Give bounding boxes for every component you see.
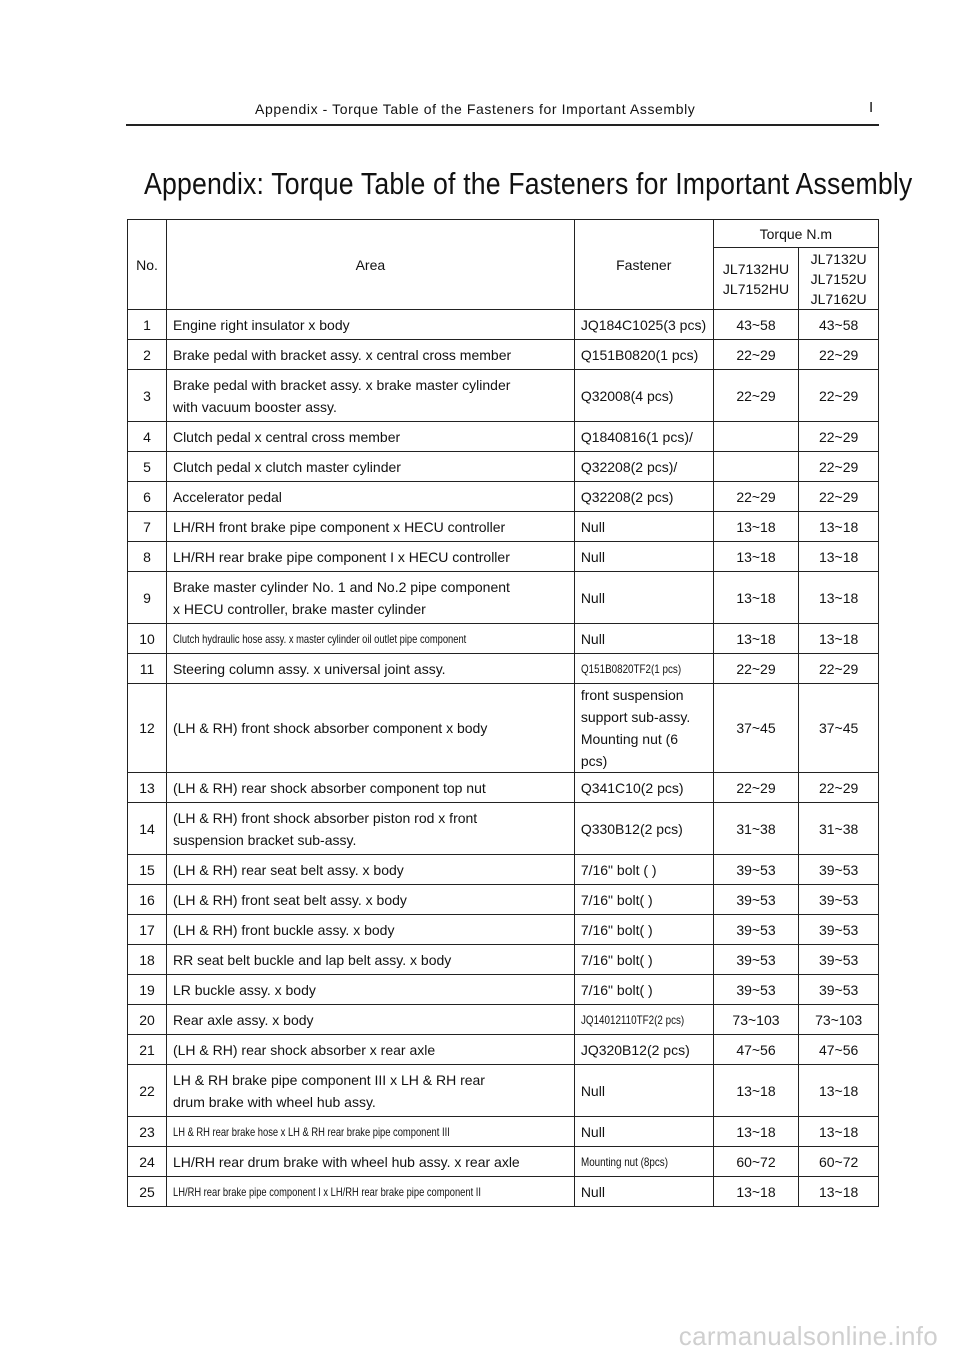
page-number: I	[869, 99, 874, 116]
cell-torque-model-a: 13~18	[713, 1117, 799, 1147]
cell-torque-model-a: 39~53	[713, 885, 799, 915]
cell-no: 4	[128, 422, 167, 452]
cell-torque-model-a: 22~29	[713, 654, 799, 684]
cell-no: 2	[128, 340, 167, 370]
cell-torque-model-b: 22~29	[799, 452, 879, 482]
header-rule	[126, 124, 879, 126]
table-row	[128, 855, 879, 885]
cell-torque-model-a: 37~45	[713, 684, 799, 773]
cell-torque-model-a: 31~38	[713, 803, 799, 855]
table-row	[128, 422, 879, 452]
cell-torque-model-b: 22~29	[799, 654, 879, 684]
cell-fastener	[574, 684, 713, 773]
cell-no: 8	[128, 542, 167, 572]
cell-fastener-line: JQ184C1025(3 pcs)	[580, 316, 707, 333]
cell-area-line: Engine right insulator x body	[172, 316, 350, 333]
cell-area-line: LH/RH front brake pipe component x HECU controller	[172, 518, 506, 535]
cell-fastener	[574, 512, 713, 542]
cell-area-line: LH/RH rear brake pipe component I x LH/RH rear brake pipe component II	[172, 1185, 481, 1199]
table-row	[128, 1035, 879, 1065]
cell-torque-model-b: 39~53	[799, 945, 879, 975]
cell-area-line: LR buckle assy. x body	[172, 981, 316, 998]
cell-area	[166, 885, 574, 915]
cell-torque-model-a	[713, 422, 799, 452]
table-row	[128, 370, 879, 422]
cell-fastener	[574, 572, 713, 624]
cell-torque-model-a: 60~72	[713, 1147, 799, 1177]
header-no: No.	[128, 220, 167, 310]
cell-no: 11	[128, 654, 167, 684]
table-row	[128, 915, 879, 945]
cell-fastener	[574, 340, 713, 370]
cell-area	[166, 310, 574, 340]
table-row	[128, 773, 879, 803]
table-row	[128, 310, 879, 340]
cell-fastener-line: Q341C10(2 pcs)	[580, 779, 684, 796]
cell-torque-model-a: 13~18	[713, 624, 799, 654]
cell-area-line: RR seat belt buckle and lap belt assy. x body	[172, 951, 452, 968]
cell-fastener-line: Null	[580, 1183, 605, 1200]
cell-fastener	[574, 945, 713, 975]
cell-torque-model-b: 39~53	[799, 855, 879, 885]
cell-fastener-line: Null	[580, 589, 605, 606]
cell-no: 10	[128, 624, 167, 654]
cell-fastener	[574, 310, 713, 340]
cell-area	[166, 512, 574, 542]
cell-fastener-line: JQ14012110TF2(2 pcs)	[580, 1013, 685, 1027]
table-row	[128, 975, 879, 1005]
table-row	[128, 542, 879, 572]
cell-fastener-line: Mounting nut (6 pcs)	[580, 731, 679, 769]
header-model-b-line: JL7162U	[810, 290, 867, 307]
cell-fastener-line: JQ320B12(2 pcs)	[580, 1041, 690, 1058]
cell-no: 7	[128, 512, 167, 542]
cell-area-line: Steering column assy. x universal joint assy.	[172, 660, 446, 677]
table-body	[128, 310, 879, 1207]
cell-torque-model-a: 39~53	[713, 915, 799, 945]
cell-torque-model-b: 73~103	[799, 1005, 879, 1035]
table-row	[128, 684, 879, 773]
table-row	[128, 803, 879, 855]
document-title: Appendix: Torque Table of the Fasteners for Important Assembly	[144, 166, 913, 201]
cell-area	[166, 855, 574, 885]
cell-area	[166, 1117, 574, 1147]
cell-area-line: (LH & RH) front buckle assy. x body	[172, 921, 395, 938]
table-row	[128, 1117, 879, 1147]
cell-torque-model-a: 39~53	[713, 975, 799, 1005]
cell-torque-model-a: 43~58	[713, 310, 799, 340]
table-row	[128, 654, 879, 684]
cell-no: 1	[128, 310, 167, 340]
running-header: Appendix - Torque Table of the Fasteners for Important Assembly	[255, 101, 696, 117]
cell-area-line: Accelerator pedal	[172, 488, 282, 505]
cell-fastener	[574, 803, 713, 855]
table-row	[128, 1147, 879, 1177]
table-row	[128, 482, 879, 512]
table-row	[128, 452, 879, 482]
cell-torque-model-a: 22~29	[713, 370, 799, 422]
cell-area	[166, 422, 574, 452]
cell-no: 14	[128, 803, 167, 855]
cell-area	[166, 1005, 574, 1035]
cell-no: 22	[128, 1065, 167, 1117]
cell-no: 24	[128, 1147, 167, 1177]
cell-torque-model-a: 13~18	[713, 512, 799, 542]
cell-area-line: Clutch pedal x clutch master cylinder	[172, 458, 401, 475]
table-row	[128, 1005, 879, 1035]
cell-area	[166, 340, 574, 370]
cell-area-line: Brake pedal with bracket assy. x central cross member	[172, 346, 512, 363]
cell-torque-model-b: 13~18	[799, 1065, 879, 1117]
cell-area-line: x HECU controller, brake master cylinder	[172, 600, 426, 617]
cell-torque-model-b: 43~58	[799, 310, 879, 340]
cell-fastener	[574, 624, 713, 654]
cell-fastener-line: Q32008(4 pcs)	[580, 387, 674, 404]
cell-area	[166, 1035, 574, 1065]
cell-torque-model-b: 60~72	[799, 1147, 879, 1177]
cell-area-line: (LH & RH) rear shock absorber x rear axle	[172, 1041, 436, 1058]
cell-fastener-line: front suspension	[580, 687, 684, 703]
cell-torque-model-b: 22~29	[799, 773, 879, 803]
cell-no: 15	[128, 855, 167, 885]
cell-no: 16	[128, 885, 167, 915]
cell-area	[166, 1147, 574, 1177]
cell-area	[166, 803, 574, 855]
cell-area	[166, 684, 574, 773]
cell-area	[166, 773, 574, 803]
table-row	[128, 624, 879, 654]
cell-fastener	[574, 975, 713, 1005]
cell-fastener-line: Null	[580, 1123, 605, 1140]
cell-fastener-line: Null	[580, 630, 605, 647]
cell-area-line: Brake master cylinder No. 1 and No.2 pipe component	[172, 578, 510, 595]
header-model-a-line: JL7152HU	[722, 280, 790, 297]
cell-no: 23	[128, 1117, 167, 1147]
cell-area-line: (LH & RH) front shock absorber piston rod x front	[172, 809, 478, 826]
cell-torque-model-b: 31~38	[799, 803, 879, 855]
cell-fastener-line: 7/16" bolt( )	[580, 891, 653, 908]
cell-torque-model-b: 39~53	[799, 975, 879, 1005]
cell-no: 9	[128, 572, 167, 624]
cell-fastener-line: Null	[580, 1082, 605, 1099]
cell-torque-model-b: 13~18	[799, 1177, 879, 1207]
cell-no: 12	[128, 684, 167, 773]
cell-fastener	[574, 422, 713, 452]
cell-area	[166, 482, 574, 512]
torque-table	[127, 219, 879, 1207]
cell-no: 20	[128, 1005, 167, 1035]
table-row	[128, 1065, 879, 1117]
cell-fastener	[574, 1035, 713, 1065]
table-row	[128, 572, 879, 624]
cell-area-line: LH/RH rear drum brake with wheel hub assy. x rear axle	[172, 1153, 520, 1170]
cell-area-line: LH & RH rear brake hose x LH & RH rear brake pipe component III	[172, 1125, 450, 1139]
cell-area-line: suspension bracket sub-assy.	[172, 831, 357, 848]
cell-area	[166, 975, 574, 1005]
cell-fastener	[574, 370, 713, 422]
cell-torque-model-a: 13~18	[713, 1177, 799, 1207]
cell-fastener-line: Q32208(2 pcs)/	[580, 458, 678, 475]
cell-torque-model-a	[713, 452, 799, 482]
cell-torque-model-b: 22~29	[799, 482, 879, 512]
cell-area	[166, 624, 574, 654]
cell-torque-model-b: 13~18	[799, 572, 879, 624]
watermark: carmanualsonline.info	[678, 1321, 938, 1351]
table-row	[128, 340, 879, 370]
cell-area	[166, 654, 574, 684]
header-fastener: Fastener	[574, 220, 713, 310]
cell-area	[166, 572, 574, 624]
cell-area	[166, 945, 574, 975]
cell-fastener	[574, 1065, 713, 1117]
cell-fastener	[574, 773, 713, 803]
cell-torque-model-b: 13~18	[799, 1117, 879, 1147]
cell-fastener-line: Mounting nut (8pcs)	[580, 1155, 668, 1169]
cell-torque-model-b: 13~18	[799, 542, 879, 572]
cell-area-line: Rear axle assy. x body	[172, 1011, 314, 1028]
cell-fastener-line: support sub-assy.	[580, 709, 691, 725]
cell-fastener-line: Null	[580, 548, 605, 565]
cell-torque-model-a: 73~103	[713, 1005, 799, 1035]
cell-torque-model-a: 13~18	[713, 542, 799, 572]
cell-area-line: LH/RH rear brake pipe component I x HECU controller	[172, 548, 510, 565]
cell-no: 13	[128, 773, 167, 803]
cell-fastener-line: Null	[580, 518, 605, 535]
header-area: Area	[166, 220, 574, 310]
cell-fastener	[574, 885, 713, 915]
cell-torque-model-a: 39~53	[713, 855, 799, 885]
cell-fastener-line: 7/16" bolt( )	[580, 921, 653, 938]
cell-fastener	[574, 452, 713, 482]
cell-torque-model-b: 22~29	[799, 422, 879, 452]
cell-fastener	[574, 915, 713, 945]
cell-fastener	[574, 1005, 713, 1035]
cell-torque-model-a: 39~53	[713, 945, 799, 975]
cell-no: 19	[128, 975, 167, 1005]
cell-torque-model-b: 13~18	[799, 512, 879, 542]
cell-fastener	[574, 542, 713, 572]
cell-area-line: Brake pedal with bracket assy. x brake master cylinder	[172, 376, 511, 393]
cell-no: 5	[128, 452, 167, 482]
cell-no: 25	[128, 1177, 167, 1207]
cell-fastener-line: 7/16" bolt( )	[580, 981, 653, 998]
cell-fastener-line: 7/16" bolt ( )	[580, 861, 657, 878]
cell-fastener-line: Q330B12(2 pcs)	[580, 820, 683, 837]
header-model-b-line: JL7152U	[810, 270, 867, 287]
header-torque: Torque N.m	[713, 220, 878, 248]
cell-area-line: (LH & RH) rear seat belt assy. x body	[172, 861, 404, 878]
cell-area-line: (LH & RH) front seat belt assy. x body	[172, 891, 407, 908]
cell-area-line: with vacuum booster assy.	[172, 398, 337, 415]
cell-area-line: Clutch pedal x central cross member	[172, 428, 401, 445]
cell-no: 3	[128, 370, 167, 422]
cell-area-line: (LH & RH) front shock absorber component x body	[172, 720, 488, 736]
cell-area	[166, 370, 574, 422]
cell-fastener	[574, 855, 713, 885]
table-row	[128, 945, 879, 975]
cell-fastener	[574, 1147, 713, 1177]
cell-torque-model-a: 13~18	[713, 572, 799, 624]
cell-no: 21	[128, 1035, 167, 1065]
cell-area-line: drum brake with wheel hub assy.	[172, 1093, 376, 1110]
table-row	[128, 512, 879, 542]
cell-torque-model-b: 39~53	[799, 885, 879, 915]
cell-area-line: Clutch hydraulic hose assy. x master cylinder oil outlet pipe component	[172, 632, 467, 646]
cell-no: 17	[128, 915, 167, 945]
cell-fastener	[574, 654, 713, 684]
cell-fastener-line: Q1840816(1 pcs)/	[580, 428, 693, 445]
cell-torque-model-b: 39~53	[799, 915, 879, 945]
cell-fastener-line: 7/16" bolt( )	[580, 951, 653, 968]
cell-torque-model-b: 22~29	[799, 340, 879, 370]
cell-fastener	[574, 482, 713, 512]
cell-torque-model-a: 22~29	[713, 340, 799, 370]
cell-torque-model-a: 22~29	[713, 482, 799, 512]
cell-torque-model-a: 22~29	[713, 773, 799, 803]
cell-torque-model-b: 37~45	[799, 684, 879, 773]
cell-fastener-line: Q32208(2 pcs)	[580, 488, 674, 505]
cell-fastener	[574, 1117, 713, 1147]
table-row	[128, 885, 879, 915]
cell-area-line: LH & RH brake pipe component III x LH & RH rear	[172, 1071, 485, 1088]
cell-fastener-line: Q151B0820(1 pcs)	[580, 346, 699, 363]
table-row	[128, 1177, 879, 1207]
cell-area	[166, 542, 574, 572]
cell-torque-model-a: 13~18	[713, 1065, 799, 1117]
cell-area	[166, 1065, 574, 1117]
cell-area-line: (LH & RH) rear shock absorber component top nut	[172, 779, 486, 796]
cell-no: 18	[128, 945, 167, 975]
header-model-b	[799, 248, 879, 310]
header-model-b-line: JL7132U	[810, 250, 867, 267]
cell-area	[166, 915, 574, 945]
cell-torque-model-b: 13~18	[799, 624, 879, 654]
cell-torque-model-b: 47~56	[799, 1035, 879, 1065]
cell-fastener-line: Q151B0820TF2(1 pcs)	[580, 662, 681, 676]
cell-area	[166, 1177, 574, 1207]
cell-fastener	[574, 1177, 713, 1207]
header-model-a-line: JL7132HU	[722, 260, 790, 277]
header-model-a	[713, 248, 799, 310]
cell-no: 6	[128, 482, 167, 512]
cell-torque-model-a: 47~56	[713, 1035, 799, 1065]
cell-area	[166, 452, 574, 482]
cell-torque-model-b: 22~29	[799, 370, 879, 422]
